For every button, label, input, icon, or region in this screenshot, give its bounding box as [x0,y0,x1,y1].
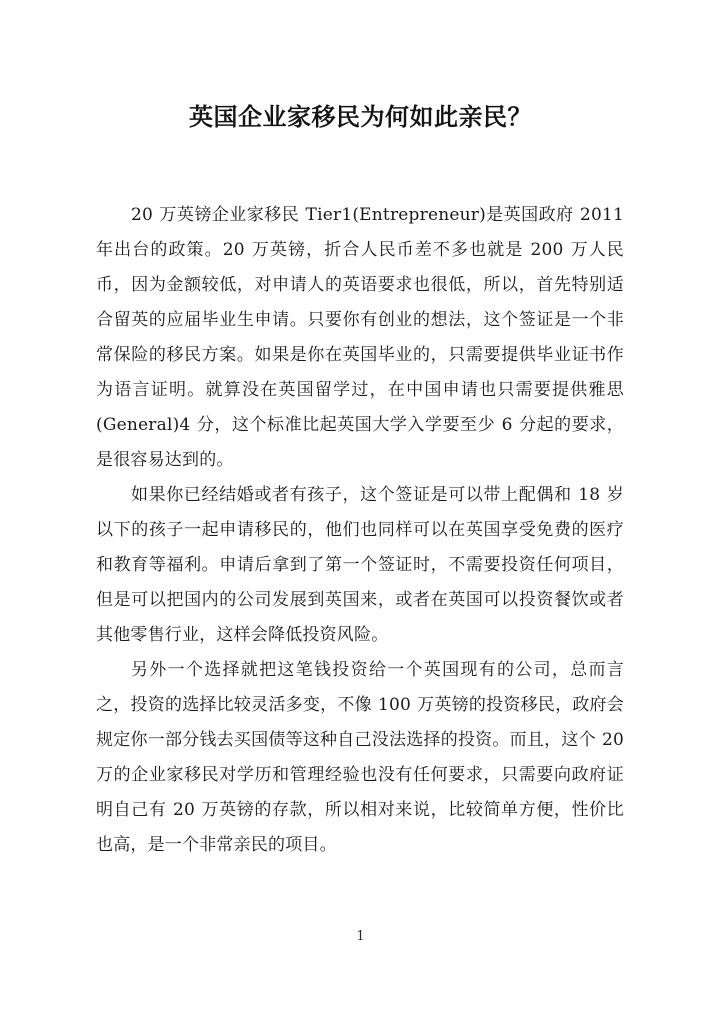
page-title: 英国企业家移民为何如此亲民？ [189,102,532,132]
document-body [96,198,624,863]
paragraph-3: 另外一个选择就把这笔钱投资给一个英国现有的公司，总而言之，投资的选择比较灵活多变，不像 100 万英镑的投资移民，政府会规定你一部分钱去买国债等这种自己没法选择的投资。而且，这个 20 万的企业家移民对学历和管理经验也没有任何要求，只需要向政府证明自己有 20 万英镑的存款，所以相对来说，比较简单方便，性价比也高，是一个非常亲民的项目。 [96,660,624,855]
page-number: 1 [356,929,365,944]
paragraph-1: 20 万英镑企业家移民 Tier1(Entrepreneur)是英国政府 2011 年出台的政策。20 万英镑，折合人民币差不多也就是 200 万人民币，因为金额较低，对申请人的英语要求也很低，所以，首先特别适合留英的应届毕业生申请。只要你有创业的想法，这个签证是一个非常保险的移民方案。如果是你在英国毕业的，只需要提供毕业证书作为语言证明。就算没在英国留学过，在中国申请也只需要提供雅思(General)4 分，这个标准比起英国大学入学要至少 6 分起的要求，是很容易达到的。 [96,205,624,470]
paragraph-2: 如果你已经结婚或者有孩子，这个签证是可以带上配偶和 18 岁以下的孩子一起申请移民的，他们也同样可以在英国享受免费的医疗和教育等福利。申请后拿到了第一个签证时，不需要投资任何项目，但是可以把国内的公司发展到英国来，或者在英国可以投资餐饮或者其他零售行业，这样会降低投资风险。 [96,485,624,645]
